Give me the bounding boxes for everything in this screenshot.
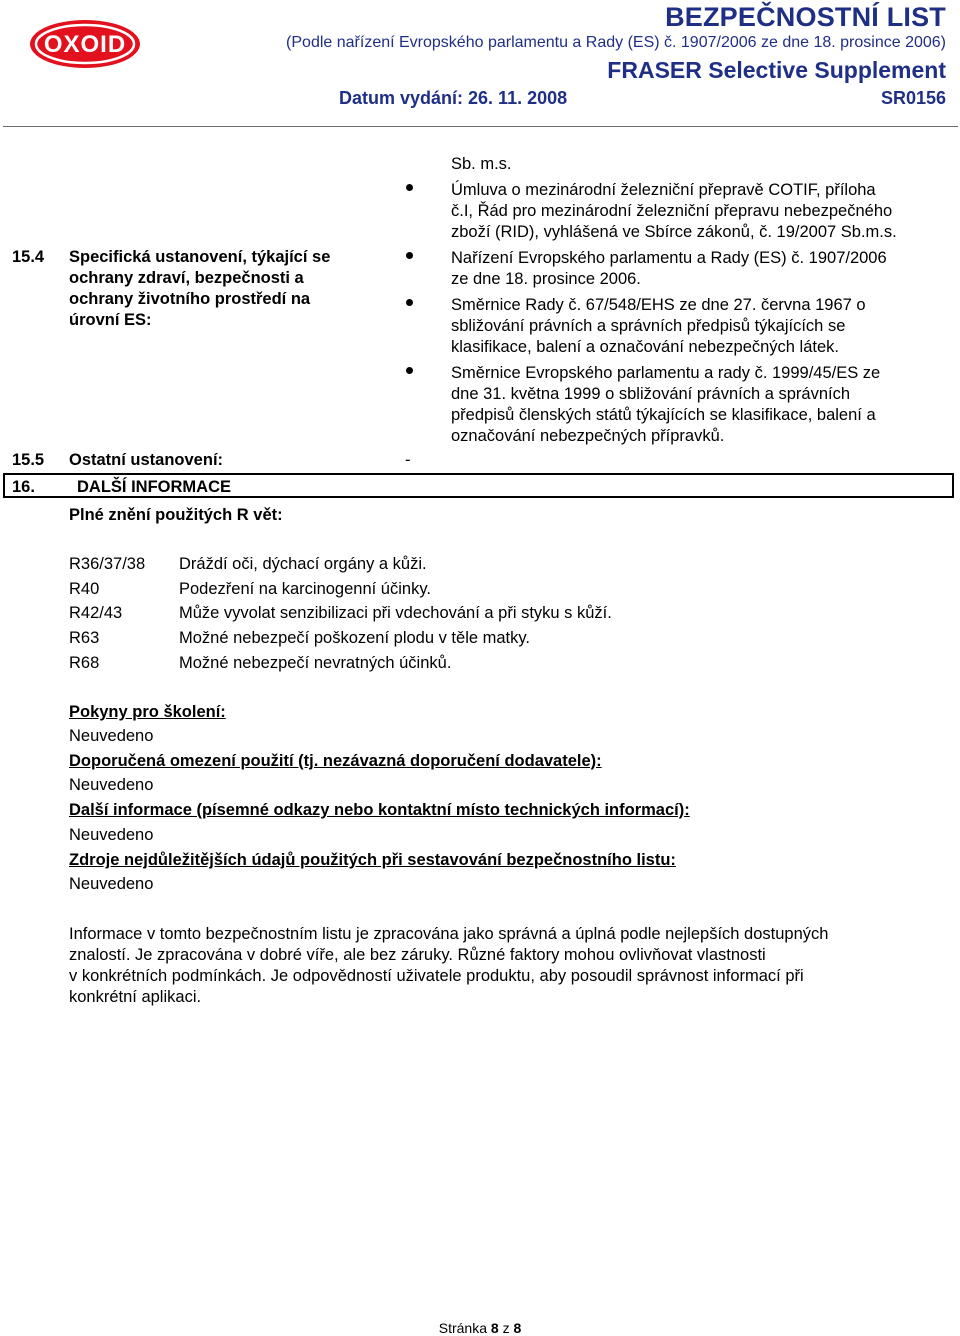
bullet-4-line: Směrnice Evropského parlamentu a rady č. 1999/45/ES ze	[451, 364, 881, 382]
page-footer	[0, 1320, 960, 1336]
total-pages: 8	[513, 1320, 522, 1336]
r-phrase-code: R40	[69, 580, 100, 598]
bullet-icon	[406, 367, 413, 374]
section-15-4-label-line: Specifická ustanovení, týkající se	[69, 248, 331, 266]
current-page: 8	[490, 1320, 499, 1336]
section-15-4-label-line: úrovní ES:	[69, 311, 152, 329]
further-info-heading: Další informace (písemné odkazy nebo kontaktní místo technických informací):	[69, 801, 690, 819]
bullet-1-line: Úmluva o mezinárodní železniční přepravě COTIF, příloha	[451, 181, 876, 199]
r-phrase-text: Možné nebezpečí nevratných účinků.	[179, 654, 452, 672]
bullet-icon	[406, 299, 413, 306]
section-15-4-label-line: ochrany zdraví, bezpečnosti a	[69, 269, 304, 287]
use-restrictions-value: Neuvedeno	[69, 776, 154, 794]
training-heading: Pokyny pro školení:	[69, 703, 226, 721]
product-name: FRASER Selective Supplement	[607, 57, 946, 83]
r-phrase-code: R42/43	[69, 604, 123, 622]
training-value: Neuvedeno	[69, 727, 154, 745]
bullet-icon	[406, 252, 413, 259]
use-restrictions-heading: Doporučená omezení použití (tj. nezávazná doporučení dodavatele):	[69, 752, 602, 770]
bullet-3-line: sbližování právních a správních předpisů týkajících se	[451, 317, 846, 335]
data-sources-heading: Zdroje nejdůležitějších údajů použitých při sestavování bezpečnostního listu:	[69, 851, 676, 869]
section-15-5-label: Ostatní ustanovení:	[69, 451, 224, 469]
r-phrase-text: Podezření na karcinogenní účinky.	[179, 580, 431, 598]
svg-text:OXOID: OXOID	[43, 31, 127, 58]
bullet-2-line: Nařízení Evropského parlamentu a Rady (ES) č. 1907/2006	[451, 249, 887, 267]
bullet-4-line: označování nebezpečných přípravků.	[451, 427, 725, 445]
r-phrase-code: R68	[69, 654, 100, 672]
bullet-4-line: dne 31. května 1999 o sbližování právních a správních	[451, 385, 851, 403]
bullet-2-line: ze dne 18. prosince 2006.	[451, 270, 641, 288]
section-15-5-number: 15.5	[12, 451, 45, 469]
bullet-1-line: č.I, Řád pro mezinárodní železniční přepravu nebezpečného	[451, 202, 893, 220]
header-divider	[3, 126, 958, 127]
bullet-3-line: Směrnice Rady č. 67/548/EHS ze dne 27. června 1967 o	[451, 296, 866, 314]
product-code: SR0156	[880, 88, 946, 108]
r-phrase-text: Může vyvolat senzibilizaci při vdechování a při styku s kůží.	[179, 604, 612, 622]
regulation-reference: (Podle nařízení Evropského parlamentu a Rady (ES) č. 1907/2006 ze dne 18. prosince 2006)	[286, 34, 946, 51]
data-sources-value: Neuvedeno	[69, 875, 154, 893]
disclaimer-line: v konkrétních podmínkách. Je odpovědností uživatele produktu, aby posoudil správnost informací při	[69, 967, 804, 985]
footer-separator: z	[502, 1320, 510, 1336]
bullet-1-line: zboží (RID), vyhlášená ve Sbírce zákonů, č. 19/2007 Sb.m.s.	[451, 223, 897, 241]
r-phrase-text: Možné nebezpečí poškození plodu v těle matky.	[179, 629, 530, 647]
disclaimer-line: konkrétní aplikaci.	[69, 988, 202, 1006]
continued-text: Sb. m.s.	[451, 155, 512, 173]
r-phrase-text: Dráždí oči, dýchací orgány a kůži.	[179, 555, 427, 573]
oxoid-logo	[29, 19, 141, 69]
section-15-4-label-line: ochrany životního prostředí na	[69, 290, 311, 308]
document-title: BEZPEČNOSTNÍ LIST	[665, 2, 946, 32]
disclaimer-line: znalostí. Je zpracována v dobré víře, ale bez záruky. Různé faktory mohou ovlivňovat vlastnosti	[69, 946, 766, 964]
r-phrase-code: R36/37/38	[69, 555, 146, 573]
footer-prefix: Stránka	[438, 1320, 487, 1336]
section-15-5-value: -	[405, 451, 411, 469]
issue-date: Datum vydání: 26. 11. 2008	[339, 88, 568, 108]
section-16-title: DALŠÍ INFORMACE	[77, 478, 231, 496]
bullet-4-line: předpisů členských států týkajících se klasifikace, balení a	[451, 406, 876, 424]
disclaimer-line: Informace v tomto bezpečnostním listu je zpracována jako správná a úplná podle nejlepších dostupných	[69, 925, 829, 943]
bullet-3-line: klasifikace, balení a označování nebezpečných látek.	[451, 338, 839, 356]
section-16-number: 16.	[12, 478, 35, 496]
r-phrase-code: R63	[69, 629, 100, 647]
r-phrases-heading: Plné znění použitých R vět:	[69, 506, 283, 524]
further-info-value: Neuvedeno	[69, 826, 154, 844]
section-15-4-number: 15.4	[12, 248, 45, 266]
bullet-icon	[406, 184, 413, 191]
